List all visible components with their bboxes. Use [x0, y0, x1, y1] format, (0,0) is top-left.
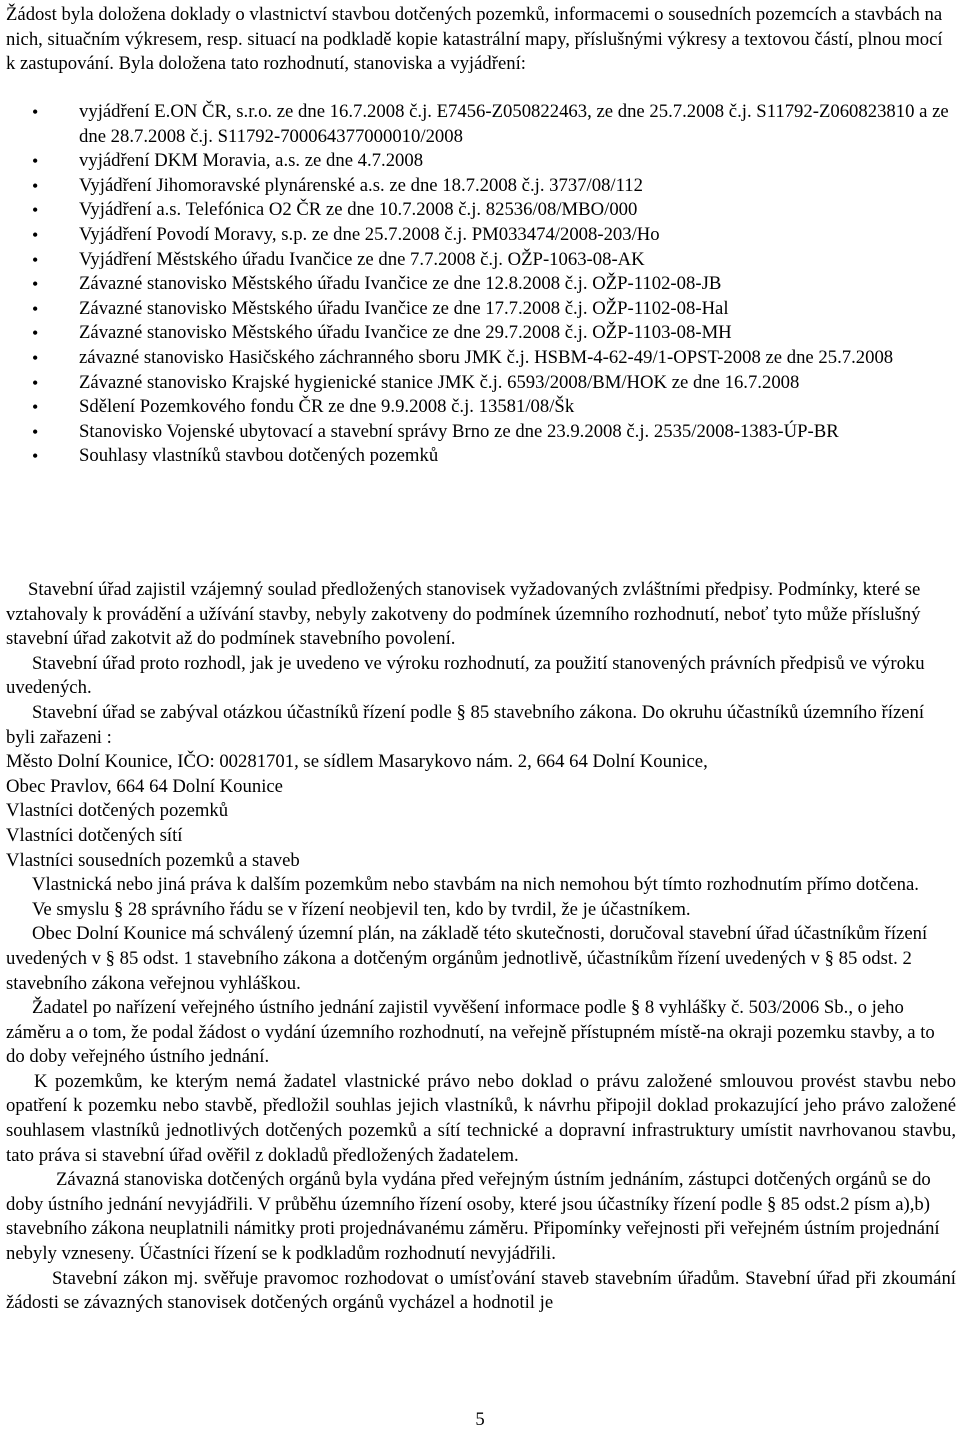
participant-line: Obec Pravlov, 664 64 Dolní Kounice	[6, 775, 283, 797]
body-text	[6, 578, 956, 1316]
list-item: • Závazné stanovisko Městského úřadu Ivančice ze dne 29.7.2008 č.j. OŽP-1103-08-MH	[0, 321, 949, 346]
paragraph-section-28: Ve smyslu § 28 správního řádu se v řízení neobjevil ten, kdo by tvrdil, že je účastníkem.	[32, 898, 691, 920]
paragraph-participants: Stavební úřad se zabýval otázkou účastníků řízení podle § 85 stavebního zákona. Do okruhu účastníků územního řízení byli zařazeni :	[6, 701, 925, 748]
documents-list	[0, 100, 960, 469]
paragraph-authority-opinions: Závazná stanoviska dotčených orgánů byla vydána před veřejným ústním jednáním, zástupci dotčených orgánů se do doby ústního jednání nevyjádřili. V průběhu územního řízení osoby, které jsou účastníky řízení podle § 85 odst.2 písm a),b) stavebního zákona neuplatnili námitky proti projednávanému záměru. Připomínky veřejnosti při veřejném ústním projednání nebyly vzneseny. Účastníci řízení se k podkladům rozhodnutí nevyjádřili.	[6, 1169, 940, 1265]
intro-paragraph: Žádost byla doložena doklady o vlastnictví stavbou dotčených pozemků, informacemi o sousedních pozemcích a stavbách na nich, situačním výkresem, resp. situací na podkladě kopie katastrální mapy, příslušnými výkresy a textovou částí, plnou mocí k zastupování. Byla doložena tato rozhodnutí, stanoviska a vyjádření:	[6, 4, 943, 75]
list-item: • Závazné stanovisko Krajské hygienické stanice JMK č.j. 6593/2008/BM/HOK ze dne 16.7.2008	[0, 371, 949, 396]
list-item: • vyjádření DKM Moravia, a.s. ze dne 4.7.2008	[0, 149, 949, 174]
paragraph-land-consent: K pozemkům, ke kterým nemá žadatel vlastnické právo nebo doklad o právu založené smlouvou provést stavbu nebo opatření k pozemku nebo stavbě, předložil souhlas jejich vlastníků, k návrhu připojil doklad prokazující jeho právo založené souhlasem vlastníků jednotlivých dotčených pozemků a sítí technické a dopravní infrastruktury umístit navrhovanou stavbu, tato práva si stavební úřad ověřil z dokladů předložených žadatelem.	[6, 1070, 956, 1166]
paragraph-rights: Vlastnická nebo jiná práva k dalším pozemkům nebo stavbám na nich nemohou být tímto rozhodnutím přímo dotčena.	[32, 874, 919, 896]
paragraph-public-notice: Žadatel po nařízení veřejného ústního jednání zajistil vyvěšení informace podle § 8 vyhlášky č. 503/2006 Sb., o jeho záměru a o tom, že podal žádost o vydání územního rozhodnutí, na veřejně přístupném místě-na okraji pozemku stavby, a to do doby veřejného ústního jednání.	[6, 997, 935, 1068]
participant-line: Vlastníci sousedních pozemků a staveb	[6, 849, 300, 871]
list-item: • Souhlasy vlastníků stavbou dotčených pozemků	[0, 444, 949, 469]
list-item: • Vyjádření Jihomoravské plynárenské a.s. ze dne 18.7.2008 č.j. 3737/08/112	[0, 174, 949, 199]
paragraph-decision: Stavební úřad proto rozhodl, jak je uvedeno ve výroku rozhodnutí, za použití stanovených právních předpisů ve výroku uvedených.	[6, 652, 925, 699]
list-item: • Stanovisko Vojenské ubytovací a stavební správy Brno ze dne 23.9.2008 č.j. 2535/2008-1383-ÚP-BR	[0, 420, 949, 445]
list-item: • Vyjádření a.s. Telefónica O2 ČR ze dne 10.7.2008 č.j. 82536/08/MBO/000	[0, 198, 949, 223]
list-item: • Sdělení Pozemkového fondu ČR ze dne 9.9.2008 č.j. 13581/08/Šk	[0, 395, 949, 420]
list-item: • Závazné stanovisko Městského úřadu Ivančice ze dne 17.7.2008 č.j. OŽP-1102-08-Hal	[0, 297, 949, 322]
list-item: • závazné stanovisko Hasičského záchranného sboru JMK č.j. HSBM-4-62-49/1-OPST-2008 ze dne 25.7.2008	[0, 346, 949, 371]
participant-line: Vlastníci dotčených pozemků	[6, 800, 229, 822]
paragraph-building-act: Stavební zákon mj. svěřuje pravomoc rozhodovat o umísťování staveb stavebním úřadům. Stavební úřad při zkoumání žádosti se závazných stanovisek dotčených orgánů vycházel a hodnotil je	[6, 1267, 956, 1314]
list-item: • Vyjádření Povodí Moravy, s.p. ze dne 25.7.2008 č.j. PM033474/2008-203/Ho	[0, 223, 949, 248]
page-number: 5	[475, 1409, 485, 1430]
participant-line: Vlastníci dotčených sítí	[6, 824, 183, 846]
paragraph-coordination: Stavební úřad zajistil vzájemný soulad předložených stanovisek vyžadovaných zvláštními předpisy. Podmínky, které se vztahovaly k provádění a užívání stavby, nebyly zakotveny do podmínek územního rozhodnutí, neboť tyto může příslušný stavební úřad zakotvit až do podmínek stavebního povolení.	[6, 579, 921, 650]
participant-line: Město Dolní Kounice, IČO: 00281701, se sídlem Masarykovo nám. 2, 664 64 Dolní Kounice,	[6, 751, 708, 773]
list-item: • Závazné stanovisko Městského úřadu Ivančice ze dne 12.8.2008 č.j. OŽP-1102-08-JB	[0, 272, 949, 297]
list-item: • Vyjádření Městského úřadu Ivančice ze dne 7.7.2008 č.j. OŽP-1063-08-AK	[0, 248, 949, 273]
list-item: • vyjádření E.ON ČR, s.r.o. ze dne 16.7.2008 č.j. E7456-Z050822463, ze dne 25.7.2008 č.j. S11792-Z060823810 a ze dne 28.7.2008 č.j. S11792-700064377000010/2008	[0, 100, 949, 149]
paragraph-municipality-plan: Obec Dolní Kounice má schválený územní plán, na základě této skutečnosti, doručoval stavební úřad účastníkům řízení uvedených v § 85 odst. 1 stavebního zákona a dotčeným orgánům jednotlivě, účastníkům řízení uvedených v § 85 odst. 2 stavebního zákona veřejnou vyhláškou.	[6, 923, 928, 994]
